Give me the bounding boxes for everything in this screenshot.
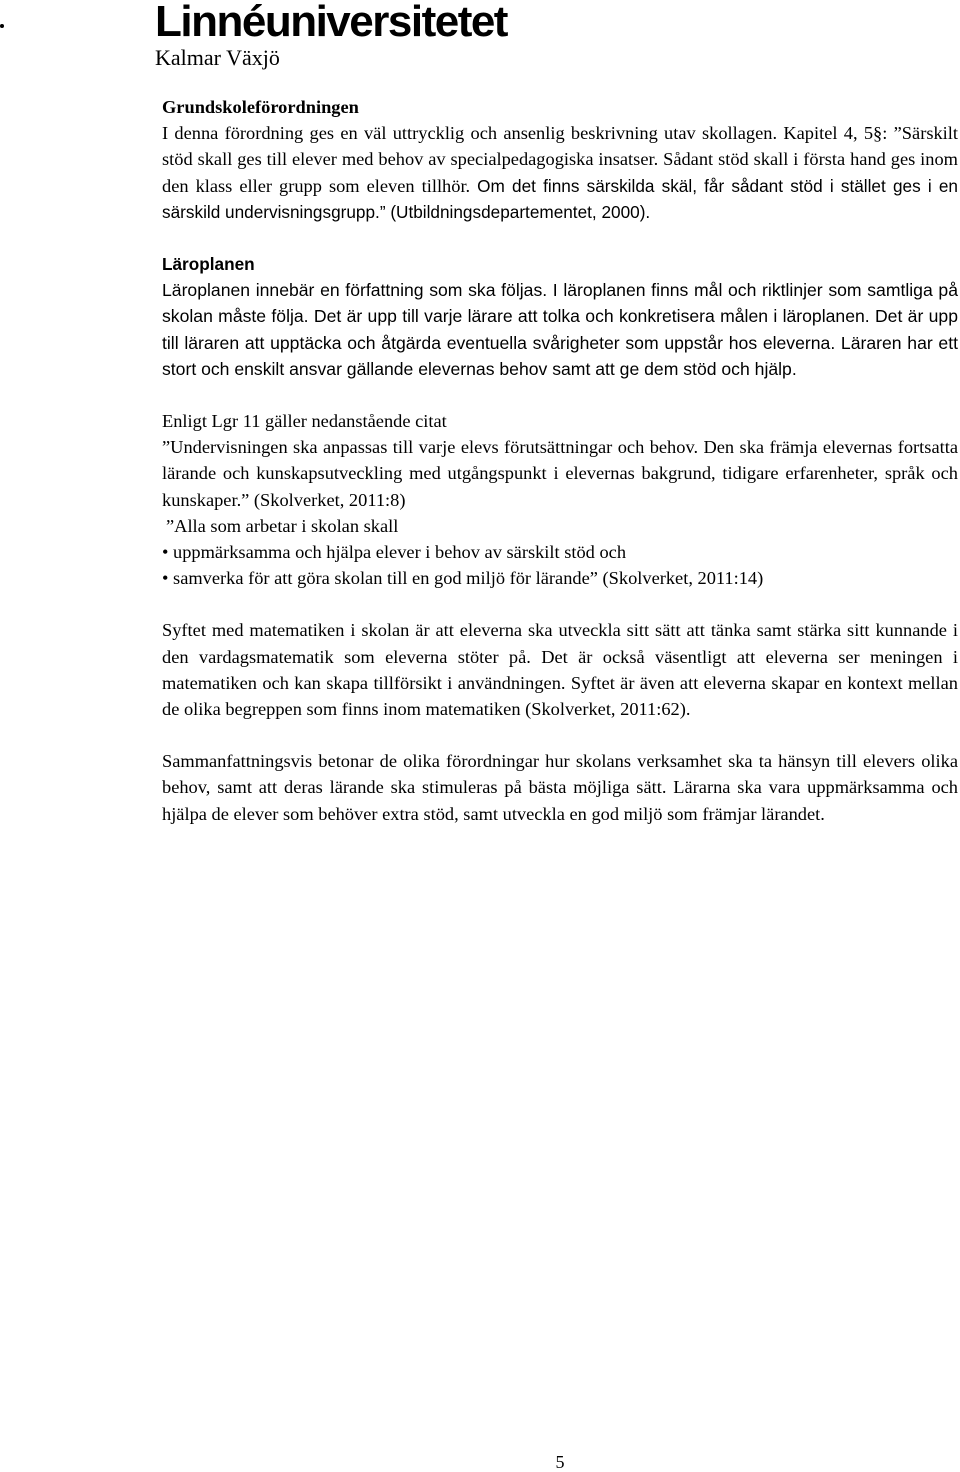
logo-main-text: Linnéuniversitetet <box>155 0 507 46</box>
heading-grundskoleforordningen: Grundskoleförordningen <box>162 97 359 117</box>
page-number: 5 <box>555 1452 565 1472</box>
grundskole-text-2: Om det finns särskilda skäl, får sådant stöd i stället ges i en särskild undervisningsgrupp. <box>162 175 958 222</box>
spacer <box>162 225 958 251</box>
spacer <box>162 591 958 617</box>
paragraph-summary: Sammanfattningsvis betonar de olika förordningar hur skolans verksamhet ska ta hänsyn till elevers olika behov, samt att deras lärande ska stimuleras på bästa möjliga sätt. Lärarna ska vara uppmärksamma och hjälpa de elever som behöver extra stöd, samt utveckla en god miljö som främjar lärandet. <box>162 751 958 824</box>
heading-laroplanen: Läroplanen <box>162 254 255 275</box>
lgr11-intro: Enligt Lgr 11 gäller nedanstående citat <box>162 411 447 432</box>
lgr11-quote-2: ”Alla som arbetar i skolan skall <box>166 515 399 536</box>
paragraph-grundskole <box>162 120 958 225</box>
grundskole-text-3: ” (Utbildningsdepartementet, 2000). <box>379 201 651 222</box>
spacer <box>162 382 958 408</box>
lgr11-bullet-1: • uppmärksamma och hjälpa elever i behov av särskilt stöd och <box>162 542 627 563</box>
grundskole-text-1: I denna förordning ges en väl uttrycklig och ansenlig beskrivning utav skollagen. Kapitel 4, 5§: ”Särskilt stöd skall ges till elever med behov av specialpedagogiska insatser. Sådant stöd skall i första hand ges inom den klass eller grupp som eleven tillhör. <box>162 123 958 196</box>
spacer <box>162 722 958 748</box>
university-logo <box>155 0 507 70</box>
lgr11-quote: ”Undervisningen ska anpassas till varje elevs förutsättningar och behov. Den ska främja elevernas fortsatta lärande och kunskapsutveckling med utgångspunkt i elevernas bakgrund, tidigare erfarenheter, språk och kunskaper.” (Skolverket, 2011:8) <box>162 437 958 510</box>
paragraph-matematik: Syftet med matematiken i skolan är att eleverna ska utveckla sitt sätt att tänka samt stärka sitt kunnande i den vardagsmatematik som eleverna stöter på. Det är också väsentligt att eleverna ser meningen i matematiken och kan skapa tillförsikt i användningen. Syftet är även att eleverna skapar en kontext mellan de olika begreppen som finns inom matematiken (Skolverket, 2011:62). <box>162 620 958 720</box>
paragraph-laroplanen: Läroplanen innebär en författning som ska följas. I läroplanen finns mål och riktlinjer som samtliga på skolan måste följa. Det är upp till varje lärare att tolka och konkretisera målen i läroplanen. Det är upp till läraren att upptäcka och åtgärda eventuella svårigheter som uppstår hos eleverna. Läraren har ett stort och enskilt ansvar gällande elevernas behov samt att ge dem stöd och hjälp. <box>162 280 958 379</box>
document-body <box>162 94 958 827</box>
lgr11-bullet-2: • samverka för att göra skolan till en god miljö för lärande” (Skolverket, 2011:14) <box>162 568 764 589</box>
margin-mark <box>0 24 4 28</box>
logo-sub-text: Kalmar Växjö <box>155 45 280 70</box>
